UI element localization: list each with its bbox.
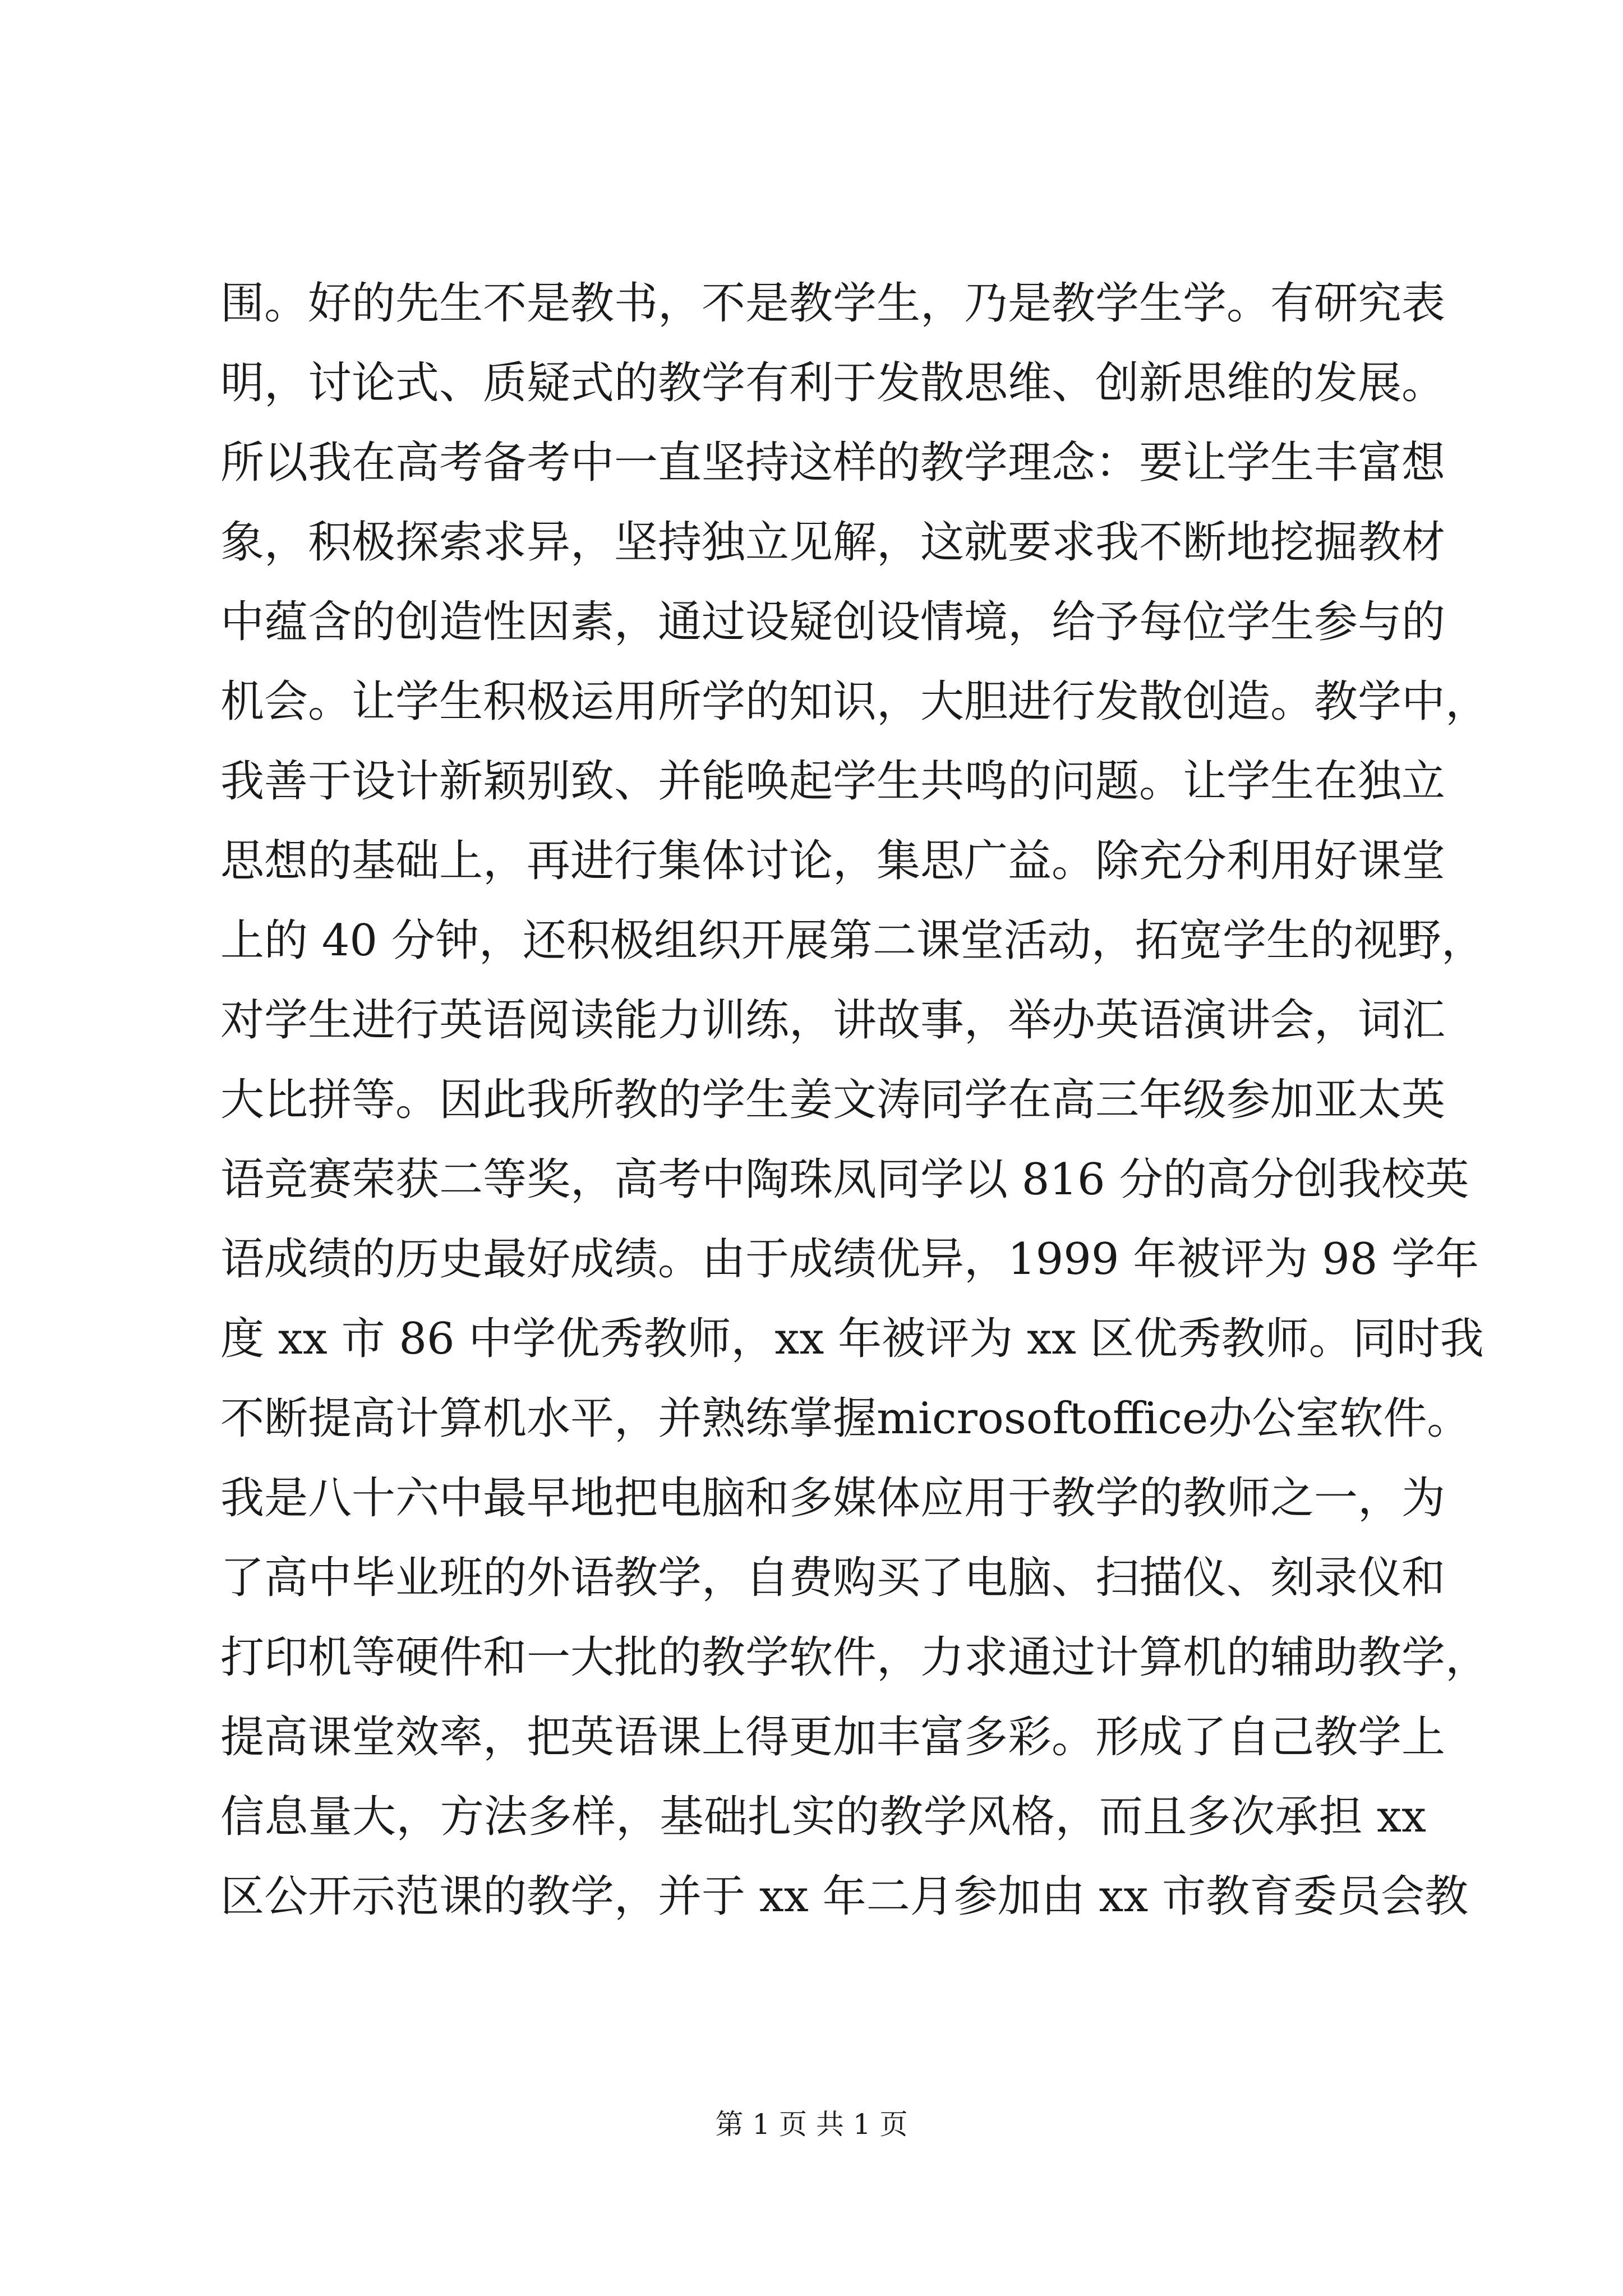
text-line: 所以我在高考备考中一直坚持这样的教学理念：要让学生丰富想 [220,438,1446,488]
text-line: 思想的基础上，再进行集体讨论，集思广益。除充分利用好课堂 [220,836,1446,886]
text-line: 语竞赛荣获二等奖，高考中陶珠凤同学以 816 分的高分创我校英 [220,1154,1469,1205]
page-footer [0,2105,1623,2144]
text-line: 区公开示范课的教学，并于 xx 年二月参加由 xx 市教育委员会教 [220,1871,1469,1922]
body-text [220,264,1490,1936]
text-line: 我是八十六中最早地把电脑和多媒体应用于教学的教师之一，为 [220,1473,1446,1524]
text-line: 了高中毕业班的外语教学，自费购买了电脑、扫描仪、刻录仪和 [220,1553,1446,1603]
text-line: 机会。让学生积极运用所学的知识，大胆进行发散创造。教学中， [220,677,1490,727]
text-line: 打印机等硬件和一大批的教学软件，力求通过计算机的辅助教学， [220,1632,1490,1683]
text-line: 我善于设计新颖别致、并能唤起学生共鸣的问题。让学生在独立 [220,756,1446,807]
text-line: 对学生进行英语阅读能力训练，讲故事，举办英语演讲会，词汇 [220,995,1446,1046]
text-line: 围。好的先生不是教书，不是教学生，乃是教学生学。有研究表 [220,278,1446,329]
text-line: 中蕴含的创造性因素，通过设疑创设情境，给予每位学生参与的 [220,597,1446,647]
page-number-label: 第 1 页 共 1 页 [715,2108,908,2141]
text-line: 明，讨论式、质疑式的教学有利于发散思维、创新思维的发展。 [220,358,1446,408]
text-line: 象，积极探索求异，坚持独立见解，这就要求我不断地挖掘教材 [220,517,1446,568]
text-line: 不断提高计算机水平，并熟练掌握microsoftoffice办公室软件。 [220,1393,1471,1444]
text-line: 度 xx 市 86 中学优秀教师，xx 年被评为 xx 区优秀教师。同时我 [220,1314,1484,1364]
text-line: 大比拼等。因此我所教的学生姜文涛同学在高三年级参加亚太英 [220,1075,1446,1125]
text-line: 上的 40 分钟，还积极组织开展第二课堂活动，拓宽学生的视野， [220,915,1485,966]
text-line: 语成绩的历史最好成绩。由于成绩优异，1999 年被评为 98 学年 [220,1234,1479,1285]
text-line: 提高课堂效率，把英语课上得更加丰富多彩。形成了自己教学上 [220,1712,1446,1763]
text-line: 信息量大，方法多样，基础扎实的教学风格，而且多次承担 xx [220,1792,1426,1842]
